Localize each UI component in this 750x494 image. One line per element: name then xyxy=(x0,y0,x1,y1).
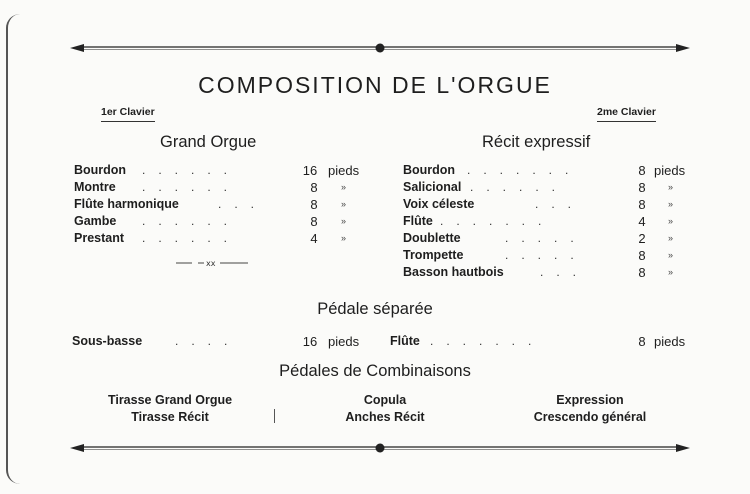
stop-name: Voix céleste xyxy=(403,197,475,211)
stop-name: Flûte xyxy=(390,334,420,348)
bottom-rule-ornament xyxy=(70,441,690,455)
leader-dots: ... xyxy=(535,197,585,211)
leader-dots: ....... xyxy=(467,163,582,177)
ditto-mark: » xyxy=(341,199,347,209)
stop-size: 8 xyxy=(310,214,318,229)
combination-item: Tirasse Grand Orgue xyxy=(107,393,233,407)
stop-size: 4 xyxy=(638,214,646,229)
stop-name: Basson hautbois xyxy=(403,265,504,279)
ditto-mark: » xyxy=(668,199,674,209)
stop-size: 8 xyxy=(638,265,646,280)
stop-size: 8 xyxy=(638,248,646,263)
leader-dots: ... xyxy=(540,265,590,279)
stop-name: Flûte harmonique xyxy=(74,197,179,211)
stop-name: Trompette xyxy=(403,248,464,262)
leader-dots: .... xyxy=(175,334,241,348)
leader-dots: ..... xyxy=(505,231,587,245)
column-separator xyxy=(274,409,275,423)
stop-unit: pieds xyxy=(328,334,360,349)
ditto-mark: » xyxy=(341,216,347,226)
stop-unit: pieds xyxy=(654,334,686,349)
stop-name: Montre xyxy=(74,180,116,194)
leader-dots: ...... xyxy=(142,180,241,194)
ditto-mark: » xyxy=(341,233,347,243)
stop-size: 8 xyxy=(638,197,646,212)
stop-size: 4 xyxy=(310,231,318,246)
stop-size: 16 xyxy=(302,163,318,178)
combination-item: Crescendo général xyxy=(533,410,647,424)
clavier-1-label: 1er Clavier xyxy=(101,106,155,122)
stop-unit: pieds xyxy=(328,163,360,178)
combination-item: Anches Récit xyxy=(345,410,425,424)
ditto-mark: » xyxy=(668,250,674,260)
stop-name: Salicional xyxy=(403,180,462,194)
combination-item: Expression xyxy=(556,393,624,407)
leader-dots: ...... xyxy=(142,231,241,245)
leader-dots: ... xyxy=(218,197,268,211)
leader-dots: ...... xyxy=(470,180,569,194)
combination-item: Copula xyxy=(363,393,407,407)
stop-size: 8 xyxy=(638,180,646,195)
stop-name: Bourdon xyxy=(74,163,127,177)
combinaisons-heading: Pédales de Combinaisons xyxy=(279,362,471,380)
pedale-heading: Pédale séparée xyxy=(317,300,433,318)
stop-size: 8 xyxy=(638,163,646,178)
leader-dots: ....... xyxy=(430,334,545,348)
ditto-mark: » xyxy=(668,216,674,226)
leader-dots: ...... xyxy=(142,214,241,228)
section-divider-ornament xyxy=(176,259,248,267)
recit-heading: Récit expressif xyxy=(482,133,591,151)
stop-size: 8 xyxy=(310,197,318,212)
stop-name: Sous-basse xyxy=(72,334,143,348)
grand-orgue-heading: Grand Orgue xyxy=(160,133,257,151)
ditto-mark: » xyxy=(668,182,674,192)
stop-name: Flûte xyxy=(403,214,433,228)
top-rule-ornament xyxy=(70,41,690,55)
stop-name: Gambe xyxy=(74,214,117,228)
page-title: COMPOSITION DE L'ORGUE xyxy=(198,72,552,98)
combination-item: Tirasse Récit xyxy=(131,410,209,424)
stop-size: 2 xyxy=(638,231,646,246)
stop-size: 8 xyxy=(310,180,318,195)
leader-dots: ....... xyxy=(440,214,555,228)
stop-unit: pieds xyxy=(654,163,686,178)
ditto-mark: » xyxy=(668,267,674,277)
stop-name: Doublette xyxy=(403,231,461,245)
clavier-2-label: 2me Clavier xyxy=(597,106,656,122)
leader-dots: ...... xyxy=(142,163,241,177)
ditto-mark: » xyxy=(668,233,674,243)
svg-text:xx: xx xyxy=(206,259,216,267)
stop-size: 16 xyxy=(302,334,318,349)
ditto-mark: » xyxy=(341,182,347,192)
stop-name: Prestant xyxy=(74,231,125,245)
stop-size: 8 xyxy=(638,334,646,349)
stop-name: Bourdon xyxy=(403,163,456,177)
leader-dots: ..... xyxy=(505,248,587,262)
